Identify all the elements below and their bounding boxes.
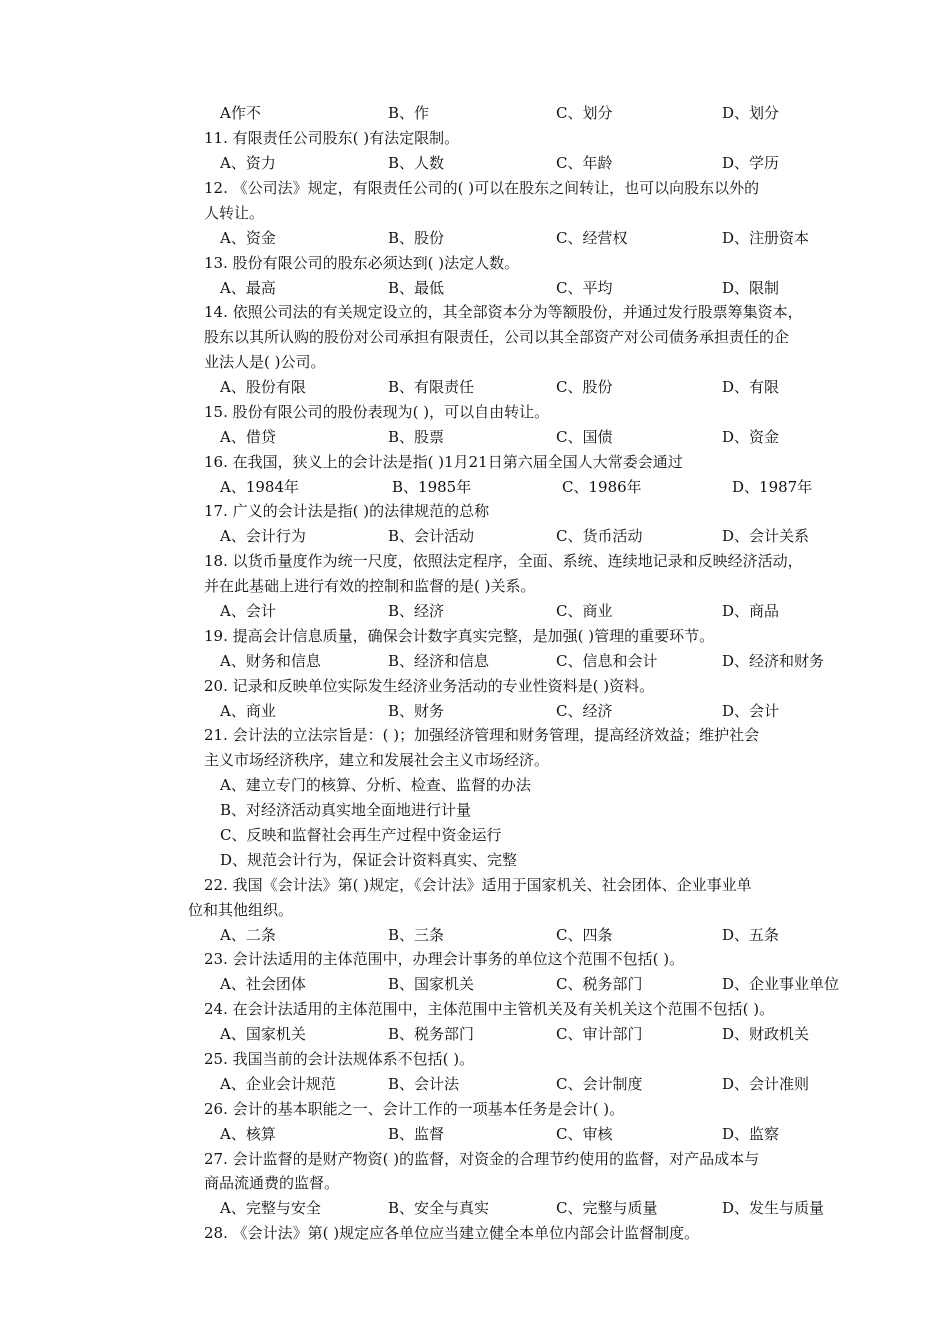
option-a: A、财务和信息 [220,652,321,670]
question-19-text: 19. 提高会计信息质量，确保会计数字真实完整，是加强( )管理的重要环节。 [204,627,715,645]
question-24-text: 24. 在会计法适用的主体范围中，主体范围中主管机关及有关机关这个范围不包括( )。 [204,1000,775,1018]
option-c: C、信息和会计 [556,652,658,670]
option-b: B、最低 [388,279,445,297]
option-c: C、国债 [556,428,613,446]
option-b: B、安全与真实 [388,1199,490,1217]
question-21-text: 21. 会计法的立法宗旨是：( )；加强经济管理和财务管理，提高经济效益；维护社会 [204,726,760,744]
option-c: C、反映和监督社会再生产过程中资金运行 [220,826,502,844]
option-d: D、会计准则 [722,1075,810,1093]
question-26-text: 26. 会计的基本职能之一、会计工作的一项基本任务是会计( )。 [204,1100,625,1118]
option-d: D、经济和财务 [722,652,825,670]
option-d: D、会计关系 [722,527,810,545]
option-d: D、规范会计行为，保证会计资料真实、完整 [220,851,518,869]
question-16-text: 16. 在我国，狭义上的会计法是指( )1月21日第六届全国人大常委会通过 [204,453,683,471]
question-13-text: 13. 股份有限公司的股东必须达到( )法定人数。 [204,254,520,272]
question-14-text-cont: 业法人是( )公司。 [204,353,326,371]
question-22-text-cont: 位和其他组织。 [188,901,294,919]
option-a: A、核算 [220,1125,276,1143]
option-c: C、商业 [556,602,613,620]
option-d: D、学历 [722,154,780,172]
option-a: A、完整与安全 [220,1199,321,1217]
option-d: D、注册资本 [722,229,810,247]
option-d: D、五条 [722,926,780,944]
option-c: C、税务部门 [556,975,643,993]
option-d: D、资金 [722,428,780,446]
option-d: D、监察 [722,1125,780,1143]
option-c: C、1986年 [562,478,642,496]
option-b: B、人数 [388,154,445,172]
question-25-text: 25. 我国当前的会计法规体系不包括( )。 [204,1050,475,1068]
option-a: A、企业会计规范 [220,1075,336,1093]
option-b: B、股票 [388,428,445,446]
option-a: A、商业 [220,702,276,720]
option-b: B、对经济活动真实地全面地进行计量 [220,801,472,819]
option-b: B、经济 [388,602,445,620]
option-c: C、会计制度 [556,1075,643,1093]
option-c: C、经营权 [556,229,628,247]
option-d: D、有限 [722,378,780,396]
option-b: B、财务 [388,702,445,720]
option-b: B、作 [388,104,430,122]
option-c: C、股份 [556,378,613,396]
option-b: B、经济和信息 [388,652,490,670]
option-d: D、企业事业单位 [722,975,840,993]
option-c: C、平均 [556,279,613,297]
option-a: A、会计 [220,602,276,620]
question-18-text-cont: 并在此基础上进行有效的控制和监督的是( )关系。 [204,577,536,595]
option-b: B、税务部门 [388,1025,475,1043]
option-a: A、建立专门的核算、分析、检查、监督的办法 [220,776,531,794]
option-c: C、审计部门 [556,1025,643,1043]
question-28-text: 28. 《会计法》第( )规定应各单位应当建立健全本单位内部会计监督制度。 [204,1224,700,1242]
question-15-text: 15. 股份有限公司的股份表现为( )，可以自由转让。 [204,403,550,421]
option-d: D、商品 [722,602,780,620]
option-c: C、完整与质量 [556,1199,658,1217]
option-a: A、1984年 [220,478,300,496]
option-a: A、资力 [220,154,276,172]
option-b: B、股份 [388,229,445,247]
option-a: A、社会团体 [220,975,306,993]
question-27-text-cont: 商品流通费的监督。 [204,1174,340,1192]
option-d: D、财政机关 [722,1025,810,1043]
option-c: C、年龄 [556,154,613,172]
option-b: B、会计法 [388,1075,460,1093]
question-18-text: 18. 以货币量度作为统一尺度，依照法定程序，全面、系统、连续地记录和反映经济活动， [204,552,803,570]
option-b: B、监督 [388,1125,445,1143]
option-c: C、货币活动 [556,527,643,545]
option-c: C、四条 [556,926,613,944]
option-a: A、借贷 [220,428,276,446]
option-b: B、1985年 [392,478,472,496]
question-21-text-cont: 主义市场经济秩序，建立和发展社会主义市场经济。 [204,751,550,769]
option-d: D、限制 [722,279,780,297]
option-b: B、有限责任 [388,378,475,396]
question-27-text: 27. 会计监督的是财产物资( )的监督，对资金的合理节约使用的监督，对产品成本与 [204,1150,760,1168]
question-12-text: 12. 《公司法》规定，有限责任公司的( )可以在股东之间转让，也可以向股东以外的 [204,179,760,197]
question-14-text: 14. 依照公司法的有关规定设立的，其全部资本分为等额股份，并通过发行股票筹集资本， [204,303,803,321]
option-d: D、1987年 [732,478,813,496]
question-12-text-cont: 人转让。 [204,204,265,222]
option-d: D、划分 [722,104,780,122]
question-11-text: 11. 有限责任公司股东( )有法定限制。 [204,129,460,147]
option-b: B、国家机关 [388,975,475,993]
option-a: A作不 [220,104,261,122]
question-23-text: 23. 会计法适用的主体范围中，办理会计事务的单位这个范围不包括( )。 [204,950,685,968]
option-b: B、三条 [388,926,445,944]
option-a: A、国家机关 [220,1025,306,1043]
option-d: D、会计 [722,702,780,720]
option-a: A、二条 [220,926,276,944]
option-c: C、审核 [556,1125,613,1143]
option-a: A、会计行为 [220,527,306,545]
question-17-text: 17. 广义的会计法是指( )的法律规范的总称 [204,502,490,520]
option-b: B、会计活动 [388,527,475,545]
option-d: D、发生与质量 [722,1199,825,1217]
option-a: A、最高 [220,279,276,297]
option-a: A、资金 [220,229,276,247]
question-20-text: 20. 记录和反映单位实际发生经济业务活动的专业性资料是( )资料。 [204,677,655,695]
option-c: C、划分 [556,104,613,122]
question-14-text-cont: 股东以其所认购的股份对公司承担有限责任，公司以其全部资产对公司债务承担责任的企 [204,328,790,346]
question-22-text: 22. 我国《会计法》第( )规定，《会计法》适用于国家机关、社会团体、企业事业单 [204,876,752,894]
option-a: A、股份有限 [220,378,306,396]
option-c: C、经济 [556,702,613,720]
